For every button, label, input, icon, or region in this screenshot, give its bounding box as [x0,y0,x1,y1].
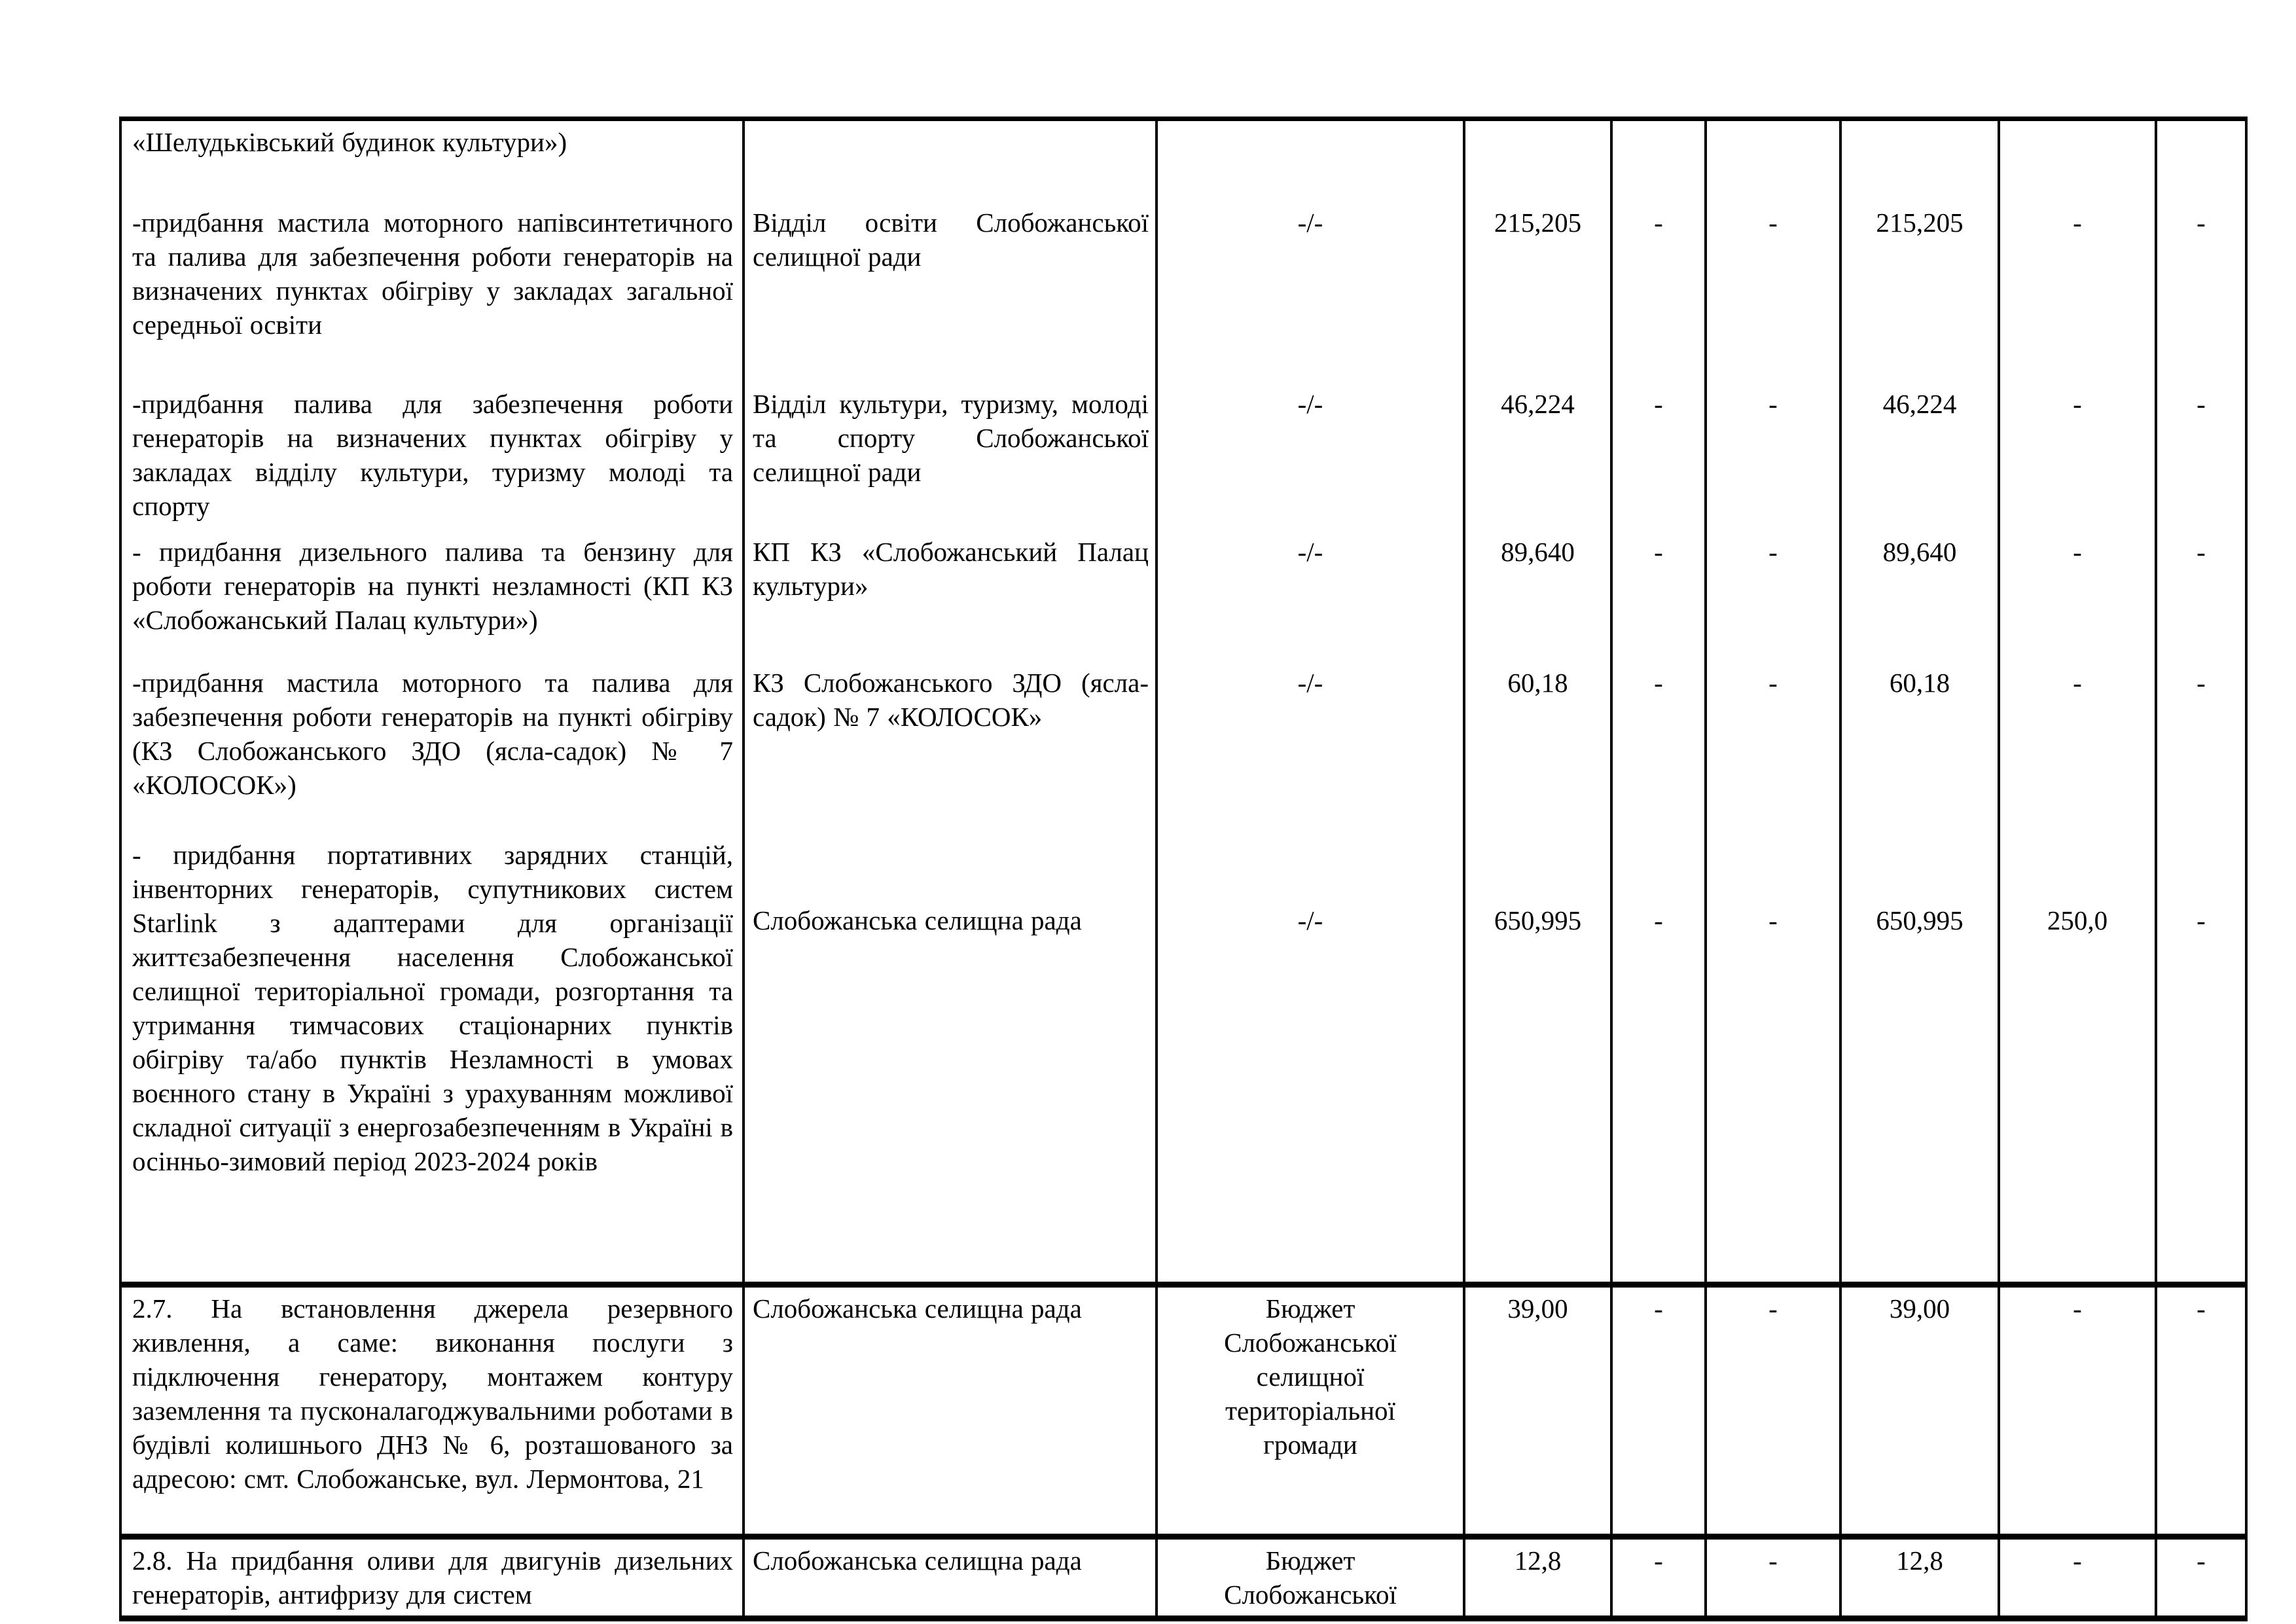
table-row [120,1537,2246,1619]
cell-value-col7: 215,205 [1840,202,1999,383]
cell-funding-source: -/- [1157,202,1464,383]
cell-value-col9 [2156,119,2246,202]
cell-funding-source: Бюджет Слобожанської [1157,1537,1464,1619]
cell-value-col5: - [1611,834,1706,1285]
cell-value-col7: 46,224 [1840,383,1999,531]
expenditures-table [119,117,2248,1621]
cell-value-col6: - [1706,383,1840,531]
cell-value-col8: 250,0 [1999,834,2156,1285]
cell-value-col5: - [1611,1537,1706,1619]
cell-value-col6: - [1706,202,1840,383]
cell-description: 2.8. На придбання оливи для двигунів дизельних генераторів, антифризу для систем [120,1537,744,1619]
cell-funding-source: Бюджет Слобожанської селищної територіальної громади [1157,1285,1464,1537]
table-row [120,1285,2246,1537]
table-row [120,383,2246,531]
cell-funding-source: -/- [1157,531,1464,662]
cell-description: 2.7. На встановлення джерела резервного живлення, а саме: виконання послуги з підключення генератору, монтажем контуру заземлення та пусконалагоджувальними роботами в будівлі колишнього ДНЗ № 6, розташованого за адресою: смт. Слобожанське, вул. Лермонтова, 21 [120,1285,744,1537]
table-row [120,531,2246,662]
cell-value-col7: 89,640 [1840,531,1999,662]
cell-description: «Шелудьківський будинок культури») [120,119,744,202]
cell-value-col4: 12,8 [1464,1537,1611,1619]
cell-value-col9: - [2156,383,2246,531]
cell-description: -придбання палива для забезпечення роботи генераторів на визначених пунктах обігріву у закладах відділу культури, туризму молоді та спорту [120,383,744,531]
cell-value-col6: - [1706,834,1840,1285]
cell-value-col5: - [1611,202,1706,383]
cell-value-col8: - [1999,1285,2156,1537]
cell-value-col7: 650,995 [1840,834,1999,1285]
cell-value-col6: - [1706,662,1840,834]
cell-executor: Слобожанська селищна рада [744,1285,1157,1537]
cell-value-col4: 39,00 [1464,1285,1611,1537]
cell-value-col8 [1999,119,2156,202]
cell-value-col9: - [2156,531,2246,662]
cell-value-col8: - [1999,202,2156,383]
cell-executor: КП КЗ «Слобожанський Палац культури» [744,531,1157,662]
cell-description: -придбання мастила моторного напівсинтетичного та палива для забезпечення роботи генераторів на визначених пунктах обігріву у закладах загальної середньої освіти [120,202,744,383]
cell-value-col7: 12,8 [1840,1537,1999,1619]
cell-value-col9: - [2156,662,2246,834]
cell-value-col9: - [2156,834,2246,1285]
cell-value-col4 [1464,119,1611,202]
table-row [120,662,2246,834]
cell-value-col6: - [1706,531,1840,662]
cell-funding-source: -/- [1157,662,1464,834]
cell-value-col5 [1611,119,1706,202]
cell-value-col5: - [1611,662,1706,834]
table-row [120,202,2246,383]
cell-value-col6: - [1706,1285,1840,1537]
cell-value-col4: 215,205 [1464,202,1611,383]
cell-value-col7: 39,00 [1840,1285,1999,1537]
cell-funding-source: -/- [1157,383,1464,531]
cell-value-col6 [1706,119,1840,202]
cell-value-col5: - [1611,1285,1706,1537]
cell-value-col8: - [1999,531,2156,662]
cell-value-col6: - [1706,1537,1840,1619]
cell-executor: Відділ культури, туризму, молоді та спорту Слобожанської селищної ради [744,383,1157,531]
cell-value-col4: 46,224 [1464,383,1611,531]
cell-executor: КЗ Слобожанського ЗДО (ясла-садок) № 7 «КОЛОСОК» [744,662,1157,834]
table-row [120,119,2246,202]
cell-executor: Відділ освіти Слобожанської селищної ради [744,202,1157,383]
cell-value-col8: - [1999,383,2156,531]
cell-value-col7: 60,18 [1840,662,1999,834]
cell-value-col4: 89,640 [1464,531,1611,662]
cell-executor: Слобожанська селищна рада [744,834,1157,1285]
cell-value-col7 [1840,119,1999,202]
cell-executor: Слобожанська селищна рада [744,1537,1157,1619]
cell-value-col5: - [1611,531,1706,662]
cell-value-col4: 60,18 [1464,662,1611,834]
cell-funding-source: -/- [1157,834,1464,1285]
cell-executor [744,119,1157,202]
cell-value-col4: 650,995 [1464,834,1611,1285]
cell-value-col9: - [2156,1285,2246,1537]
cell-value-col9: - [2156,202,2246,383]
table-row [120,834,2246,1285]
cell-value-col9: - [2156,1537,2246,1619]
cell-value-col8: - [1999,1537,2156,1619]
cell-description: - придбання портативних зарядних станцій, інвенторних генераторів, супутникових систем Starlink з адаптерами для організації життєзабезпечення населення Слобожанської селищної територіальної громади, розгортання та утримання тимчасових стаціонарних пунктів обігріву та/або пунктів Незламності в умовах воєнного стану в Україні з урахуванням можливої складної ситуації з енергозабезпеченням в Україні в осінньо-зимовий період 2023-2024 років [120,834,744,1285]
cell-value-col8: - [1999,662,2156,834]
cell-description: - придбання дизельного палива та бензину для роботи генераторів на пункті незламності (КП КЗ «Слобожанський Палац культури») [120,531,744,662]
cell-funding-source [1157,119,1464,202]
cell-description: -придбання мастила моторного та палива для забезпечення роботи генераторів на пункті обігріву (КЗ Слобожанського ЗДО (ясла-садок) № 7 «КОЛОСОК») [120,662,744,834]
cell-value-col5: - [1611,383,1706,531]
